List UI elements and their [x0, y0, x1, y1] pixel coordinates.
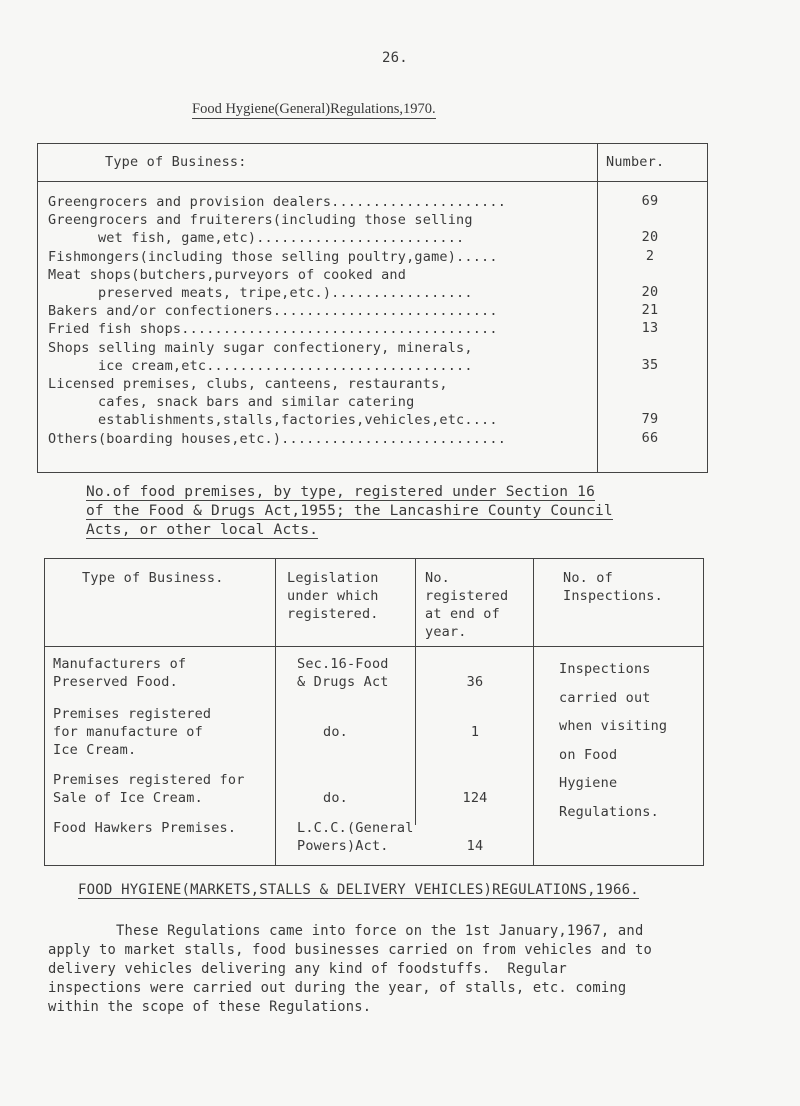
caption-line: of the Food & Drugs Act,1955; the Lancashire County Council — [86, 503, 613, 519]
table-row-number: 20 — [641, 284, 659, 300]
table-row-label: Meat shops(butchers,purveyors of cooked and preserved meats, tripe,etc.)................. — [48, 266, 473, 301]
table-row-number: 66 — [641, 429, 659, 446]
table-row-label: Licensed premises, clubs, canteens, restaurants, cafes, snack bars and similar catering establishments,stalls,factories,vehicles,etc.... — [48, 376, 498, 429]
paragraph-line: inspections were carried out during the year, of stalls, etc. coming — [48, 980, 627, 996]
table-row-number: 79 — [641, 411, 659, 428]
row-registered: 1 — [470, 724, 480, 740]
table-row-number: 21 — [641, 302, 659, 319]
table-row-label: Shops selling mainly sugar confectionery, minerals, ice cream,etc................................ — [48, 339, 473, 374]
header-legislation: Legislation under which registered. — [287, 570, 379, 622]
table-row-label: Fishmongers(including those selling poultry,game)..... — [48, 248, 498, 265]
row-registered: 14 — [466, 838, 484, 854]
paragraph-line: apply to market stalls, food businesses carried on from vehicles and to — [48, 942, 652, 958]
table-row-label: Greengrocers and fruiterers(including those selling wet fish, game,etc)......................... — [48, 212, 473, 247]
inspections-note: Inspections carried out when visiting on Food Hygiene Regulations. — [559, 661, 668, 820]
row-type: Food Hawkers Premises. — [53, 820, 237, 836]
header-inspections: No. of Inspections. — [563, 570, 663, 604]
row-type: Premises registered for Sale of Ice Cream. — [53, 772, 245, 806]
column-header-type: Type of Business: — [105, 154, 247, 170]
table-row-label: Others(boarding houses,etc.)........................... — [48, 430, 507, 447]
paragraph-line: within the scope of these Regulations. — [48, 999, 372, 1015]
page-number: 26. — [382, 50, 408, 66]
table-row-number: 13 — [641, 320, 659, 337]
row-registered: 36 — [466, 674, 484, 690]
header-type-of-business: Type of Business. — [82, 570, 224, 586]
caption-line: No.of food premises, by type, registered under Section 16 — [86, 484, 595, 500]
row-type: Manufacturers of Preserved Food. — [53, 656, 187, 690]
row-registered: 124 — [462, 790, 488, 806]
table-row-number: 20 — [641, 229, 659, 246]
row-legislation: do. — [323, 790, 348, 806]
paragraph-line: delivery vehicles delivering any kind of foodstuffs. Regular — [48, 961, 567, 977]
table-row-label: Bakers and/or confectioners........................... — [48, 303, 498, 320]
column-header-number: Number. — [606, 154, 665, 170]
table-row-label: Greengrocers and provision dealers..................... — [48, 194, 507, 210]
row-legislation: do. — [323, 724, 348, 740]
table-row-number: 2 — [645, 247, 655, 264]
body-paragraph — [48, 922, 768, 1017]
row-type: Premises registered for manufacture of Ice Cream. — [53, 706, 212, 758]
header-registered: No. registered at end of year. — [425, 570, 509, 640]
table-row-number: 35 — [641, 356, 659, 373]
paragraph-line: These Regulations came into force on the 1st January,1967, and — [48, 923, 644, 939]
row-legislation: L.C.C.(General Powers)Act. — [297, 820, 414, 854]
premises-number-table — [37, 143, 708, 473]
section-heading: FOOD HYGIENE(MARKETS,STALLS & DELIVERY VEHICLES)REGULATIONS,1966. — [78, 882, 639, 898]
page-title: Food Hygiene(General)Regulations,1970. — [192, 101, 436, 117]
table-row-number: 69 — [641, 193, 659, 209]
table-row-label: Fried fish shops...................................... — [48, 321, 498, 338]
registration-table — [44, 558, 704, 866]
row-legislation: Sec.16-Food & Drugs Act — [297, 656, 389, 690]
caption-line: Acts, or other local Acts. — [86, 522, 319, 538]
table-caption — [86, 483, 686, 540]
